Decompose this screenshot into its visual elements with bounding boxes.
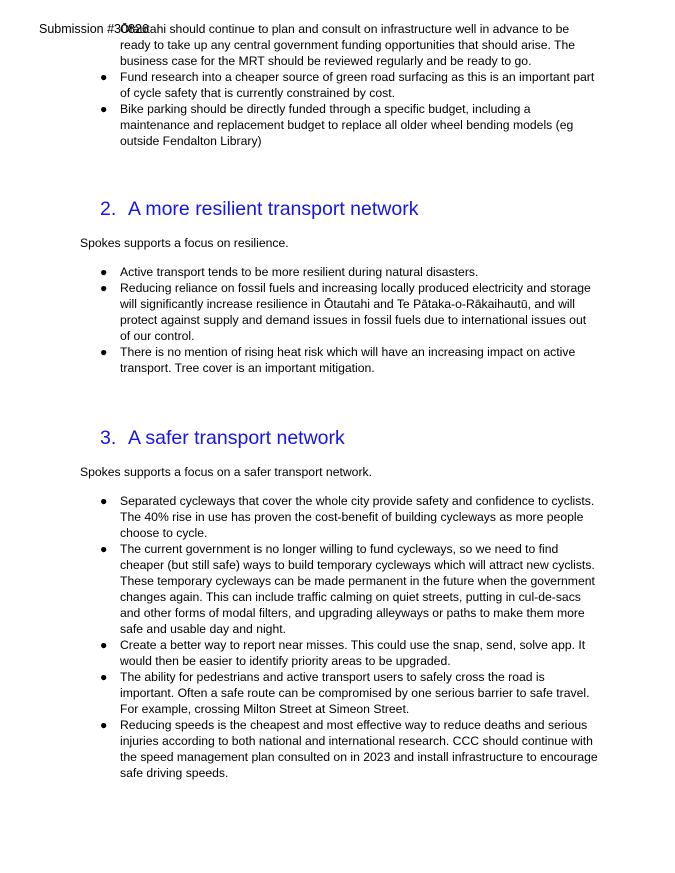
list-item-text: Fund research into a cheaper source of green road surfacing as this is an important part of cycle safety that is currently constrained by cost. [120,70,595,100]
list-item [0,717,598,781]
list-item [0,669,598,717]
bullet-icon: ● [100,102,108,116]
list-item [0,637,598,669]
section-2-intro: Spokes supports a focus on resilience. [80,236,289,250]
intro-bullet-list [0,69,598,149]
list-item [0,280,598,344]
list-item-text: Reducing speeds is the cheapest and most effective way to reduce deaths and serious injuries according to both national and international research. CCC should continue with the speed management plan consulted on in 2023 and install infrastructure to encourage safe driving speeds. [120,718,598,780]
submission-label: Submission #30826 [39,22,149,36]
list-item-text: Bike parking should be directly funded through a specific budget, including a maintenance and replacement budget to replace all older wheel bending models (eg outside Fendalton Library) [120,102,574,148]
bullet-icon: ● [100,718,108,732]
section-3-intro: Spokes supports a focus on a safer transport network. [80,465,372,479]
bullet-icon: ● [100,638,108,652]
list-item [0,69,598,101]
section-3-number: 3. [100,427,117,449]
list-item-text: The current government is no longer willing to fund cycleways, so we need to find cheaper (but still safe) ways to build temporary cycleways which will attract new cyclists. These temporary cycleways can be made permanent in the future when the government changes again. This can include traffic calming on quiet streets, putting in cul-de-sacs and other forms of modal filters, and upgrading alleyways or paths to make them more safe and usable day and night. [120,542,595,636]
intro-block [0,21,598,149]
bullet-icon: ● [100,281,108,295]
section-2-heading [100,197,418,221]
list-item [0,264,598,280]
bullet-icon: ● [100,345,108,359]
section-2-bullet-list [0,264,598,376]
list-item-text: The ability for pedestrians and active transport users to safely cross the road is important. Often a safe route can be compromised by one serious barrier to safe travel. For example, crossing Milton Street at Simeon Street. [120,670,590,716]
list-item-text: Active transport tends to be more resilient during natural disasters. [120,265,479,279]
list-item-text: Separated cycleways that cover the whole city provide safety and confidence to cyclists. The 40% rise in use has proven the cost-benefit of building cycleways as more people choose to cycle. [120,494,595,540]
section-3-title: A safer transport network [128,427,345,449]
bullet-icon: ● [100,542,108,556]
intro-continuation-text: Ōtautahi should continue to plan and consult on infrastructure well in advance to be ready to take up any central government funding opportunities that should arise. The business case for the MRT should be reviewed regularly and be ready to go. [120,22,576,68]
section-2-bullets-block [0,264,598,376]
list-item [0,344,598,376]
bullet-icon: ● [100,670,108,684]
bullet-icon: ● [100,70,108,84]
section-2-title: A more resilient transport network [128,198,419,220]
bullet-icon: ● [100,265,108,279]
section-3-bullets-block [0,493,598,781]
list-item [0,493,598,541]
section-2-number: 2. [100,198,117,220]
list-item [0,101,598,149]
list-item-text: Create a better way to report near misses. This could use the snap, send, solve app. It would then be easier to identify priority areas to be upgraded. [120,638,586,668]
section-3-bullet-list [0,493,598,781]
list-item [0,541,598,637]
bullet-icon: ● [100,494,108,508]
section-3-heading [100,426,345,450]
list-item-text: There is no mention of rising heat risk which will have an increasing impact on active transport. Tree cover is an important mitigation. [120,345,576,375]
list-item-text: Reducing reliance on fossil fuels and increasing locally produced electricity and storage will significantly increase resilience in Ōtautahi and Te Pātaka-o-Rākaihautū, and will protect against supply and demand issues in fossil fuels due to international issues out of our control. [120,281,591,343]
